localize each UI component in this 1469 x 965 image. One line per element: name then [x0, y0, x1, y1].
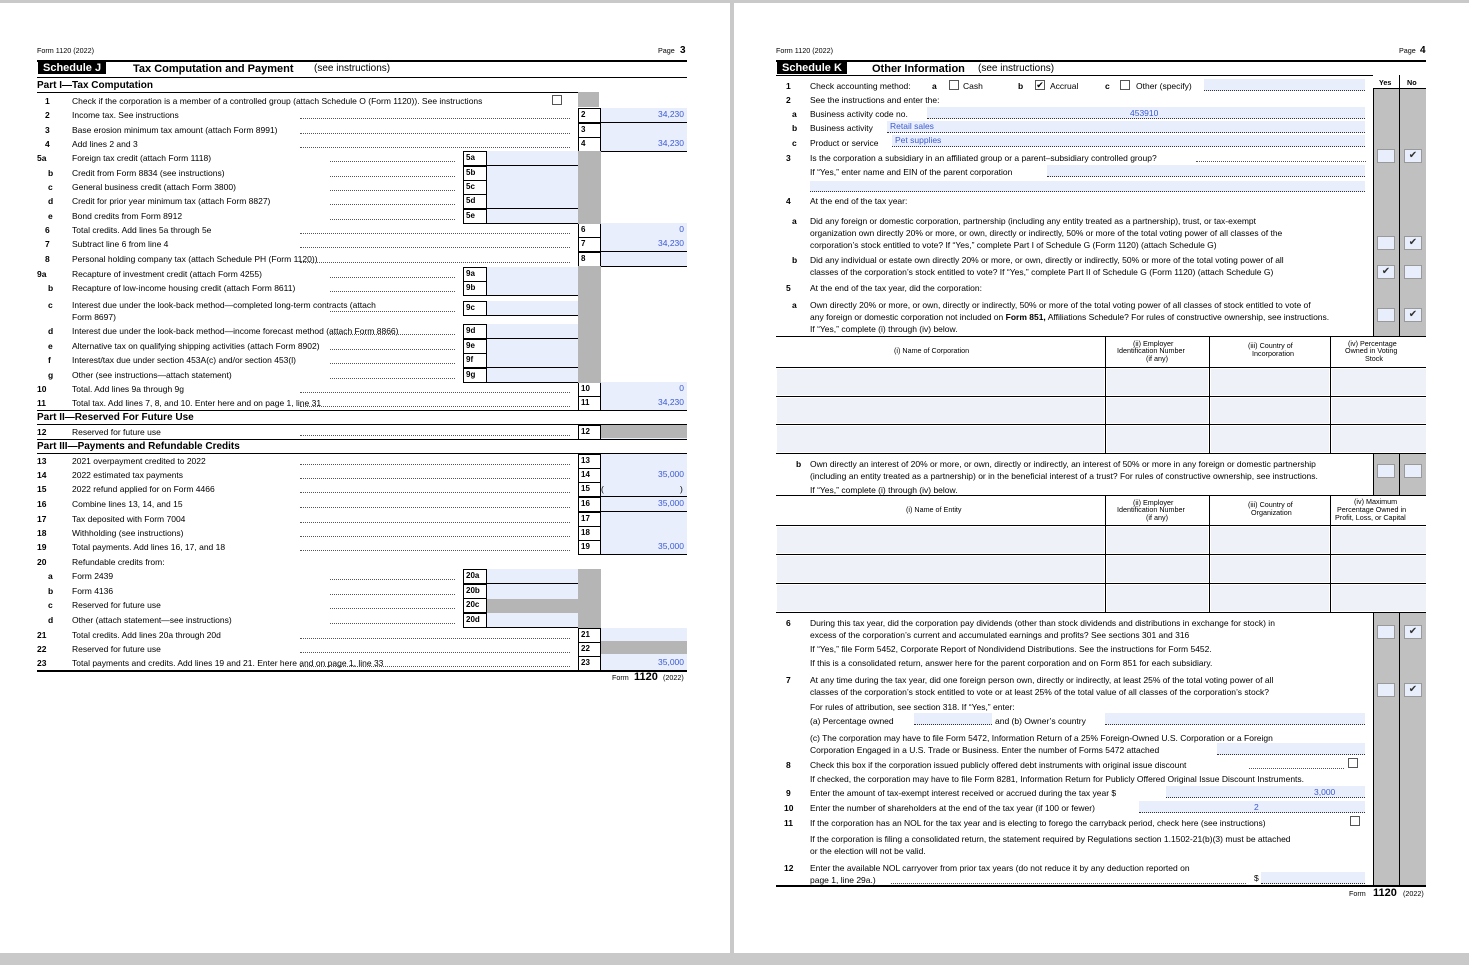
line-number: 18	[37, 528, 47, 538]
l1a-letter: a	[932, 81, 937, 91]
line-number: e	[48, 211, 53, 221]
line-text: Bond credits from Form 8912	[72, 211, 183, 221]
col-percentage: Owned in Voting	[1345, 346, 1398, 355]
l6-text: excess of the corporation’s current and accumulated earnings and profits? See sections 301 and 316	[810, 630, 1190, 640]
sub-box-label: 9b	[463, 281, 487, 296]
q5a-yes[interactable]	[1377, 308, 1395, 322]
amount-field[interactable]	[601, 512, 687, 527]
entity-table	[776, 495, 1426, 612]
line-box-label: 6	[578, 223, 601, 238]
line-text: Recapture of investment credit (attach Form 4255)	[72, 269, 262, 279]
sub-amount-field[interactable]	[487, 584, 578, 599]
line-num: 2	[786, 95, 791, 105]
amount-field[interactable]	[601, 526, 687, 541]
col-ein: Identification Number	[1117, 505, 1185, 514]
line-box-label: 23	[578, 656, 601, 671]
sub-amount-field[interactable]	[487, 301, 578, 316]
line-text: Withholding (see instructions)	[72, 528, 184, 538]
l3-text: Is the corporation a subsidiary in an affiliated group or a parent–subsidiary controlled group?	[810, 153, 1157, 163]
amount-value: 35,000	[658, 469, 684, 479]
sub-amount-field[interactable]	[487, 324, 578, 339]
col-country: Organization	[1251, 508, 1292, 517]
sub-amount-field[interactable]	[487, 180, 578, 195]
line-box-label: 11	[578, 396, 601, 411]
line-text: Form 4136	[72, 586, 114, 596]
yes-header: Yes	[1379, 78, 1392, 87]
nol-election-checkbox[interactable]	[1350, 816, 1360, 826]
sub-box-label: 5b	[463, 166, 487, 181]
l4-text: At the end of the tax year:	[810, 196, 908, 206]
l1-text: Check accounting method:	[810, 81, 911, 91]
line-text: Credit from Form 8834 (see instructions)	[72, 168, 225, 178]
line-text: Total tax. Add lines 7, 8, and 10. Enter here and on page 1, line 31	[72, 398, 322, 408]
part-2-heading: Part II—Reserved For Future Use	[37, 412, 194, 423]
col-ein: (ii) Employer	[1133, 339, 1174, 348]
line-text: Interest/tax due under section 453A(c) and/or section 453(l)	[72, 355, 296, 365]
amount-field[interactable]	[601, 482, 687, 497]
line-text: Alternative tax on qualifying shipping activities (attach Form 8902)	[72, 341, 320, 351]
sub-box-label: 5c	[463, 180, 487, 195]
dollar-sign: $	[1254, 873, 1259, 883]
l1c-letter: c	[1105, 81, 1110, 91]
amount-field[interactable]	[601, 252, 687, 267]
line-text: Other (attach statement—see instructions)	[72, 615, 232, 625]
sub-box-label: 5e	[463, 209, 487, 224]
line-number: 2	[45, 110, 50, 120]
line-text: Total payments. Add lines 16, 17, and 18	[72, 542, 226, 552]
footer-form-year: (2022)	[1403, 889, 1424, 898]
q3-no[interactable]: ✔	[1404, 149, 1422, 163]
product-service-field[interactable]	[892, 135, 1365, 147]
sub-box-label: 9a	[463, 267, 487, 282]
q6-no[interactable]: ✔	[1404, 625, 1422, 639]
l7c-text: Corporation Engaged in a U.S. Trade or Business. Enter the number of Forms 5472 attached	[810, 745, 1160, 755]
l5a-text: Own directly 20% or more, or own, directly or indirectly, 50% or more of the total voting power of all classes of stock entitled to vote of	[810, 300, 1311, 310]
percentage-owned-field[interactable]	[914, 713, 992, 725]
line-number: 19	[37, 542, 47, 552]
q5b-no[interactable]	[1404, 464, 1422, 478]
l5-text: At the end of the tax year, did the corporation:	[810, 283, 983, 293]
cash-label: Cash	[963, 81, 983, 91]
amount-value: 0	[679, 383, 684, 393]
line-text: Total credits. Add lines 20a through 20d	[72, 630, 221, 640]
schedule-title: Other Information	[872, 63, 965, 75]
amount-value: 35,000	[658, 541, 684, 551]
q6-yes[interactable]	[1377, 625, 1395, 639]
sub-box-label: 20d	[463, 613, 487, 628]
controlled-group-checkbox[interactable]	[552, 95, 562, 105]
line-number: 23	[37, 658, 47, 668]
l1b-letter: b	[1018, 81, 1024, 91]
part-1-heading: Part I—Tax Computation	[37, 80, 153, 91]
amount-value: 35,000	[658, 498, 684, 508]
amount-value: 34,230	[658, 238, 684, 248]
line-box-label: 19	[578, 540, 601, 555]
q4a-no[interactable]: ✔	[1404, 236, 1422, 250]
line-box-label: 18	[578, 526, 601, 541]
footer-form-number: 1120	[1373, 887, 1397, 899]
schedule-label: Schedule K	[777, 62, 847, 74]
part-3-heading: Part III—Payments and Refundable Credits	[37, 441, 240, 452]
line-text: Reserved for future use	[72, 600, 161, 610]
line-letter: a	[792, 216, 797, 226]
no-header: No	[1407, 78, 1417, 87]
q4a-yes[interactable]	[1377, 236, 1395, 250]
sub-amount-field[interactable]	[487, 339, 578, 354]
line-num: 10	[784, 803, 794, 813]
line-number: 15	[37, 484, 47, 494]
line-box-label: 3	[578, 123, 601, 138]
q5a-no[interactable]: ✔	[1404, 308, 1422, 322]
line-num: 8	[786, 760, 791, 770]
line-text: 2022 refund applied for on Form 4466	[72, 484, 215, 494]
line-number: 16	[37, 499, 47, 509]
line-letter: b	[792, 255, 798, 265]
line-num: 7	[786, 675, 791, 685]
l11-text: If the corporation is filing a consolidated return, the statement required by Regulations section 1.1502-21(b)(3) must be attached	[810, 834, 1291, 844]
line-text: Add lines 2 and 3	[72, 139, 138, 149]
line-text: Reserved for future use	[72, 427, 161, 437]
l11-text: or the election will not be valid.	[810, 846, 926, 856]
line-text: Foreign tax credit (attach Form 1118)	[72, 153, 212, 163]
paren-close: )	[680, 484, 683, 494]
line-text: 2022 estimated tax payments	[72, 470, 184, 480]
col-max-percentage: (iv) Maximum	[1354, 497, 1398, 506]
l6-text: During this tax year, did the corporation pay dividends (other than stock dividends and distributions in exchange for stock) in	[810, 618, 1275, 628]
line-number: 13	[37, 456, 47, 466]
l3b-text: If “Yes,” enter name and EIN of the parent corporation	[810, 167, 1013, 177]
line-letter: a	[792, 109, 797, 119]
line-number: 12	[37, 427, 47, 437]
line-number: d	[48, 196, 54, 206]
other-method-checkbox[interactable]	[1120, 80, 1130, 90]
l8-text: Check this box if the corporation issued publicly offered debt instruments with original issue discount	[810, 760, 1187, 770]
tax-exempt-interest-value: 3,000	[1314, 787, 1336, 797]
l6-text: If “Yes,” file Form 5452, Corporate Report of Nondividend Distributions. See the instructions for Form 5452.	[810, 644, 1212, 654]
l5a-text: any foreign or domestic corporation not included on	[810, 312, 1004, 322]
line-number: 4	[45, 139, 50, 149]
sub-amount-field[interactable]	[487, 368, 578, 383]
q5b-yes[interactable]	[1377, 464, 1395, 478]
l4a-text: organization own directly 20% or more, or own, directly or indirectly, 50% or more of the total voting power of all classes of the	[810, 228, 1283, 238]
line-text: Combine lines 13, 14, and 15	[72, 499, 183, 509]
parent-corp-field[interactable]	[1047, 165, 1365, 177]
sub-box-label: 9d	[463, 324, 487, 339]
line-text: Recapture of low-income housing credit (attach Form 8611)	[72, 283, 296, 293]
nol-carryover-field[interactable]	[1261, 872, 1365, 884]
line-box-label: 10	[578, 382, 601, 397]
schedule-title-note: (see instructions)	[978, 63, 1055, 74]
line-text: Tax deposited with Form 7004	[72, 514, 186, 524]
cash-checkbox[interactable]	[949, 80, 959, 90]
sub-amount-field[interactable]	[487, 209, 578, 224]
sub-amount-field[interactable]	[487, 569, 578, 584]
sub-box-label: 9c	[463, 301, 487, 316]
q7-no[interactable]: ✔	[1404, 683, 1422, 697]
sub-amount-field[interactable]	[487, 281, 578, 296]
l2c-text: Product or service	[810, 138, 879, 148]
l4b-text: Did any individual or estate own directly 20% or more, or own, directly or indirectly, 50% or more of the total voting power of all	[810, 255, 1284, 265]
amount-field[interactable]	[601, 382, 687, 397]
sub-amount-field[interactable]	[487, 353, 578, 368]
line-box-label: 17	[578, 512, 601, 527]
owner-country-field[interactable]	[1105, 713, 1365, 725]
sub-amount-field[interactable]	[487, 613, 578, 628]
line-num: 5	[786, 283, 791, 293]
col-ein: Identification Number	[1117, 346, 1185, 355]
sub-amount-field[interactable]	[487, 166, 578, 181]
col-percentage: (iv) Percentage	[1348, 339, 1397, 348]
l8-text: If checked, the corporation may have to file Form 8281, Information Return for Publicly Offered Original Issue Discount Instruments.	[810, 774, 1305, 784]
line-text: Credit for prior year minimum tax (attach Form 8827)	[72, 196, 271, 206]
line-num: 11	[784, 818, 793, 828]
line-text: Interest due under the look-back method—completed long-term contracts (attach	[72, 300, 376, 310]
line-box-label: 13	[578, 454, 601, 469]
col-max-percentage: Profit, Loss, or Capital	[1335, 513, 1406, 522]
line-number: 5a	[37, 153, 47, 163]
line-number: b	[48, 168, 54, 178]
l7a-text: (a) Percentage owned	[810, 716, 894, 726]
l2a-text: Business activity code no.	[810, 109, 908, 119]
parent-corp-field-2[interactable]	[810, 181, 1365, 192]
line-text: Subtract line 6 from line 4	[72, 239, 169, 249]
l12-text: Enter the available NOL carryover from prior tax years (do not reduce it by any deduction reported on	[810, 863, 1190, 873]
line-number: a	[48, 571, 53, 581]
corporation-table	[776, 336, 1426, 453]
footer-form-label: Form	[1349, 889, 1366, 898]
line-text: Base erosion minimum tax amount (attach Form 8991)	[72, 125, 278, 135]
line-text: Reserved for future use	[72, 644, 161, 654]
amount-value: 0	[679, 224, 684, 234]
line-box-label: 14	[578, 468, 601, 483]
line-text: Income tax. See instructions	[72, 110, 179, 120]
product-service-value: Pet supplies	[895, 135, 942, 145]
schedule-title-note: (see instructions)	[314, 63, 391, 74]
line-number: e	[48, 341, 53, 351]
line-box-label: 16	[578, 497, 601, 512]
l10-text: Enter the number of shareholders at the end of the tax year (if 100 or fewer)	[810, 803, 1095, 813]
line-number: b	[48, 586, 54, 596]
line-number: 20	[37, 557, 47, 567]
line-letter: b	[792, 123, 798, 133]
form-851: Form 851,	[1005, 312, 1046, 322]
shareholders-value: 2	[1254, 802, 1259, 812]
l7-text: At any time during the tax year, did one foreign person own, directly or indirectly, at least 25% of the total voting power of all	[810, 675, 1274, 685]
sub-box-label: 5d	[463, 194, 487, 209]
line-number: 9a	[37, 269, 47, 279]
sub-box-label: 20b	[463, 584, 487, 599]
schedule-title: Tax Computation and Payment	[133, 63, 294, 75]
line-text: 2021 overpayment credited to 2022	[72, 456, 206, 466]
shareholders-field[interactable]	[1139, 801, 1365, 813]
line-box-label: 15	[578, 482, 601, 497]
accrual-label: Accrual	[1050, 81, 1079, 91]
l5b-text: If “Yes,” complete (i) through (iv) below.	[810, 485, 958, 495]
l7-text: classes of the corporation’s stock entitled to vote or at least 25% of the total value of all classes of the corporation’s stock?	[810, 687, 1269, 697]
col-ein: (if any)	[1146, 513, 1168, 522]
line-text: Check if the corporation is a member of a controlled group (attach Schedule O (Form 1120)). See instructions	[72, 96, 483, 106]
l6-text: If this is a consolidated return, answer here for the parent corporation and on Form 851 for each subsidiary.	[810, 658, 1213, 668]
page-number: 3	[680, 45, 686, 56]
line-text: Refundable credits from:	[72, 557, 165, 567]
line-text: Form 8697)	[72, 312, 116, 322]
col-country: (iii) Country of	[1248, 341, 1293, 350]
sub-amount-field[interactable]	[487, 267, 578, 282]
line-number: 1	[45, 96, 50, 106]
business-activity-field[interactable]	[887, 121, 1365, 133]
l2b-text: Business activity	[810, 123, 873, 133]
l9-text: Enter the amount of tax-exempt interest received or accrued during the tax year $	[810, 788, 1117, 798]
col-max-percentage: Percentage Owned in	[1337, 505, 1407, 514]
l11-text: If the corporation has an NOL for the tax year and is electing to forego the carryback period, check here (see instructions)	[810, 818, 1266, 828]
form-id: Form 1120 (2022)	[37, 46, 94, 55]
line-number: 6	[45, 225, 50, 235]
q7-yes[interactable]	[1377, 683, 1395, 697]
l5a-text: If “Yes,” complete (i) through (iv) below.	[810, 324, 958, 334]
form-id: Form 1120 (2022)	[776, 46, 833, 55]
business-activity-value: Retail sales	[890, 121, 934, 131]
line-number: c	[48, 300, 53, 310]
line-number: 7	[45, 239, 50, 249]
l2-text: See the instructions and enter the:	[810, 95, 940, 105]
activity-code-value: 453910	[1130, 108, 1159, 118]
line-text: General business credit (attach Form 3800)	[72, 182, 236, 192]
line-text: Total payments and credits. Add lines 19 and 21. Enter here and on page 1, line 33	[72, 658, 384, 668]
line-number: 17	[37, 514, 47, 524]
col-percentage: Stock	[1365, 354, 1383, 363]
accrual-checkbox[interactable]: ✔	[1036, 80, 1044, 90]
footer-form-label: Form	[612, 673, 629, 682]
amount-value: 34,230	[658, 397, 684, 407]
line-number: 14	[37, 470, 47, 480]
line-number: b	[48, 283, 54, 293]
forms-5472-field[interactable]	[1217, 743, 1365, 755]
col-name-corporation: (i) Name of Corporation	[894, 346, 970, 355]
col-country: Incorporation	[1252, 349, 1294, 358]
line-box-label: 8	[578, 252, 601, 267]
line-number: 10	[37, 384, 47, 394]
col-ein: (ii) Employer	[1133, 498, 1174, 507]
line-letter: b	[796, 459, 802, 469]
amount-field[interactable]	[601, 454, 687, 469]
line-box-label: 21	[578, 628, 601, 643]
amount-value: 34,230	[658, 109, 684, 119]
line-text: Personal holding company tax (attach Schedule PH (Form 1120))	[72, 254, 318, 264]
footer-form-year: (2022)	[663, 673, 684, 682]
page-label: Page	[1399, 46, 1416, 55]
l7-text: For rules of attribution, see section 318. If “Yes,” enter:	[810, 702, 1015, 712]
l12-text: page 1, line 29a.)	[810, 875, 876, 885]
l5b-text: (including an entity treated as a partnership) or in the beneficial interest of a trust? For rules of constructive ownership, see instructions.	[810, 471, 1318, 481]
other-specify-field[interactable]	[1204, 79, 1365, 91]
l7b-text: and (b) Owner’s country	[995, 716, 1086, 726]
line-text: Form 2439	[72, 571, 114, 581]
l5a-text: Affiliations Schedule? For rules of constructive ownership, see instructions.	[1047, 312, 1330, 322]
l4a-text: corporation’s stock entitled to vote? If “Yes,” complete Part I of Schedule G (Form 1120) (attach Schedule G)	[810, 240, 1217, 250]
oid-checkbox[interactable]	[1348, 758, 1358, 768]
line-box-label: 12	[578, 425, 601, 440]
page-label: Page	[658, 46, 675, 55]
page-3	[0, 3, 730, 953]
line-text: Other (see instructions—attach statement)	[72, 370, 232, 380]
page-4	[734, 3, 1469, 953]
line-num: 3	[786, 153, 791, 163]
q3-yes[interactable]	[1377, 149, 1395, 163]
page-number: 4	[1420, 45, 1426, 56]
line-letter: c	[792, 138, 797, 148]
line-number: 3	[45, 125, 50, 135]
line-number: d	[48, 326, 54, 336]
line-number: 22	[37, 644, 47, 654]
line-num: 9	[786, 788, 791, 798]
l4a-text: Did any foreign or domestic corporation, partnership (including any entity treated as a partnership), trust, or tax-exempt	[810, 216, 1256, 226]
sub-box-label: 5a	[463, 151, 487, 166]
line-num: 1	[786, 81, 791, 91]
line-number: c	[48, 600, 53, 610]
line-number: f	[48, 355, 51, 365]
other-label: Other (specify)	[1136, 81, 1192, 91]
line-text: Total credits. Add lines 5a through 5e	[72, 225, 212, 235]
paren-open: (	[601, 484, 604, 494]
line-text: Total. Add lines 9a through 9g	[72, 384, 184, 394]
line-num: 12	[784, 863, 794, 873]
l5b-text: Own directly an interest of 20% or more, or own, directly or indirectly, an interest of 50% or more in any foreign or domestic partnership	[810, 459, 1316, 469]
sub-amount-field[interactable]	[487, 151, 578, 166]
amount-value: 35,000	[658, 657, 684, 667]
line-letter: a	[792, 300, 797, 310]
col-name-entity: (i) Name of Entity	[906, 505, 962, 514]
line-number: 21	[37, 630, 47, 640]
sub-amount-field[interactable]	[487, 194, 578, 209]
amount-field[interactable]	[601, 123, 687, 138]
col-country: (iii) Country of	[1248, 500, 1293, 509]
line-box-label: 7	[578, 237, 601, 252]
line-num: 6	[786, 618, 791, 628]
line-num: 4	[786, 196, 791, 206]
line-number: 8	[45, 254, 50, 264]
line-number: g	[48, 370, 54, 380]
footer-form-number: 1120	[634, 671, 658, 683]
sub-box-label: 20a	[463, 569, 487, 584]
sub-box-label: 9e	[463, 339, 487, 354]
sub-box-label: 9f	[463, 353, 487, 368]
line-box-label: 4	[578, 137, 601, 152]
line-number: c	[48, 182, 53, 192]
amount-value: 34,230	[658, 138, 684, 148]
q4b-yes[interactable]: ✔	[1377, 265, 1395, 279]
schedule-label: Schedule J	[38, 62, 106, 74]
sub-box-label: 20c	[463, 598, 487, 613]
q4b-no[interactable]	[1404, 265, 1422, 279]
l7c-text: (c) The corporation may have to file Form 5472, Information Return of a 25% Foreign-Owned U.S. Corporation or a Foreign	[810, 733, 1273, 743]
line-number: d	[48, 615, 54, 625]
line-number: 11	[37, 398, 46, 408]
l4b-text: classes of the corporation’s stock entitled to vote? If “Yes,” complete Part II of Schedule G (Form 1120) (attach Schedule G)	[810, 267, 1274, 277]
col-ein: (if any)	[1146, 354, 1168, 363]
line-box-label: 2	[578, 108, 601, 123]
line-box-label: 22	[578, 642, 601, 657]
line-text: Interest due under the look-back method—income forecast method (attach Form 8866)	[72, 326, 399, 336]
sub-box-label: 9g	[463, 368, 487, 383]
amount-field[interactable]	[601, 223, 687, 238]
